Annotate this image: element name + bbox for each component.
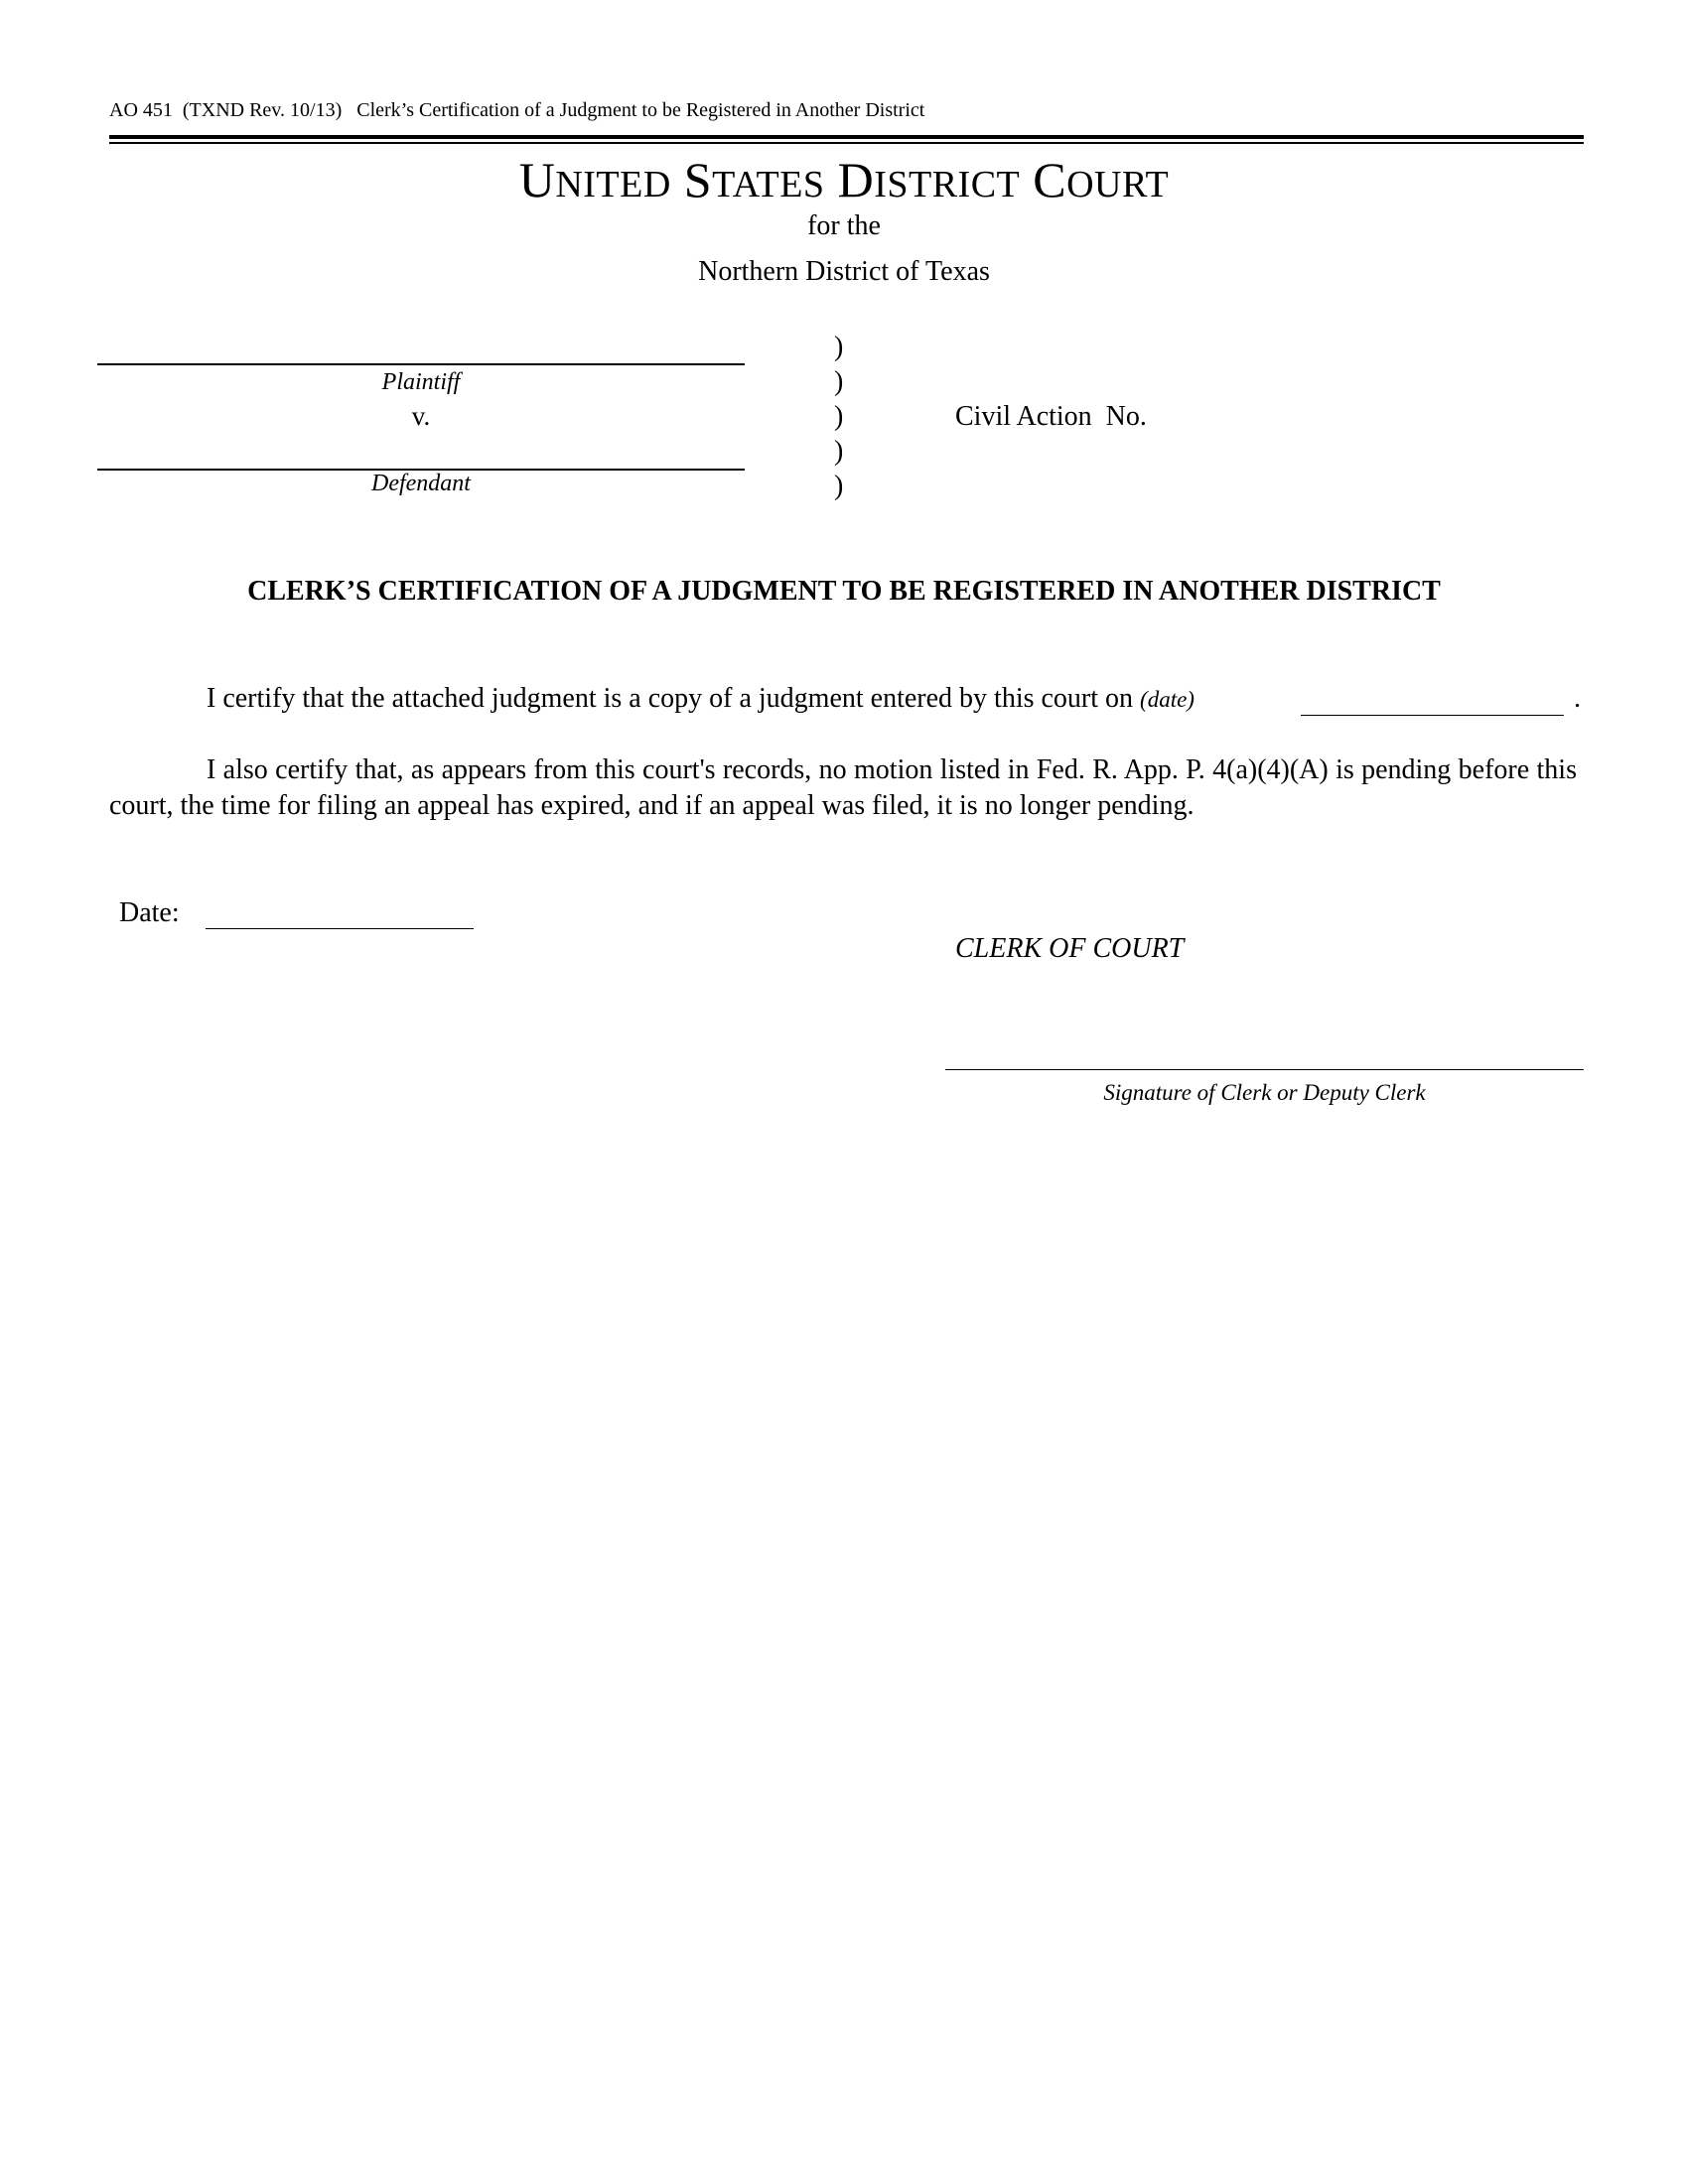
- caption-paren: ): [834, 332, 844, 362]
- caption-paren: ): [834, 471, 844, 501]
- caption-paren: ): [834, 436, 844, 467]
- header-rule-thin: [109, 142, 1584, 144]
- clerk-of-court-label: CLERK OF COURT: [955, 933, 1185, 964]
- court-title-word-1: UNITED: [518, 152, 671, 207]
- court-title-word-3: DISTRICT: [837, 152, 1021, 207]
- civil-action-number-label: Civil Action No.: [955, 401, 1147, 432]
- judgment-date-paragraph: [207, 683, 1195, 715]
- date-label: Date:: [119, 897, 180, 928]
- date-field[interactable]: [206, 928, 474, 929]
- judgment-date-period: .: [1574, 683, 1581, 714]
- defendant-label: Defendant: [371, 471, 471, 496]
- form-identifier: AO 451 (TXND Rev. 10/13) Clerk’s Certification of a Judgment to be Registered in Another District: [109, 99, 925, 121]
- caption-paren: ): [834, 366, 844, 397]
- caption-paren: ): [834, 401, 844, 432]
- clerk-signature-field[interactable]: [945, 1069, 1584, 1070]
- judgment-date-field[interactable]: [1301, 715, 1564, 716]
- date-hint: (date): [1140, 687, 1195, 712]
- court-title-word-2: STATES: [683, 152, 825, 207]
- certification-paragraph: I also certify that, as appears from this court's records, no motion listed in Fed. R. App. P. 4(a)(4)(A) is pending before this court, the time for filing an appeal has expired, and if an appeal was filed, it is no longer pending.: [109, 754, 1577, 821]
- header-rule-thick: [109, 135, 1584, 139]
- plaintiff-field[interactable]: [97, 363, 745, 365]
- for-the-text: for the: [807, 210, 881, 241]
- court-title: [0, 151, 1688, 208]
- signature-label: Signature of Clerk or Deputy Clerk: [1103, 1080, 1426, 1105]
- versus-text: v.: [411, 401, 431, 431]
- plaintiff-label: Plaintiff: [381, 369, 461, 395]
- judgment-date-text: I certify that the attached judgment is a copy of a judgment entered by this court on: [207, 683, 1141, 714]
- court-title-word-4: COURT: [1033, 152, 1170, 207]
- district-name: Northern District of Texas: [698, 256, 990, 287]
- certification-heading: CLERK’S CERTIFICATION OF A JUDGMENT TO BE REGISTERED IN ANOTHER DISTRICT: [247, 576, 1441, 607]
